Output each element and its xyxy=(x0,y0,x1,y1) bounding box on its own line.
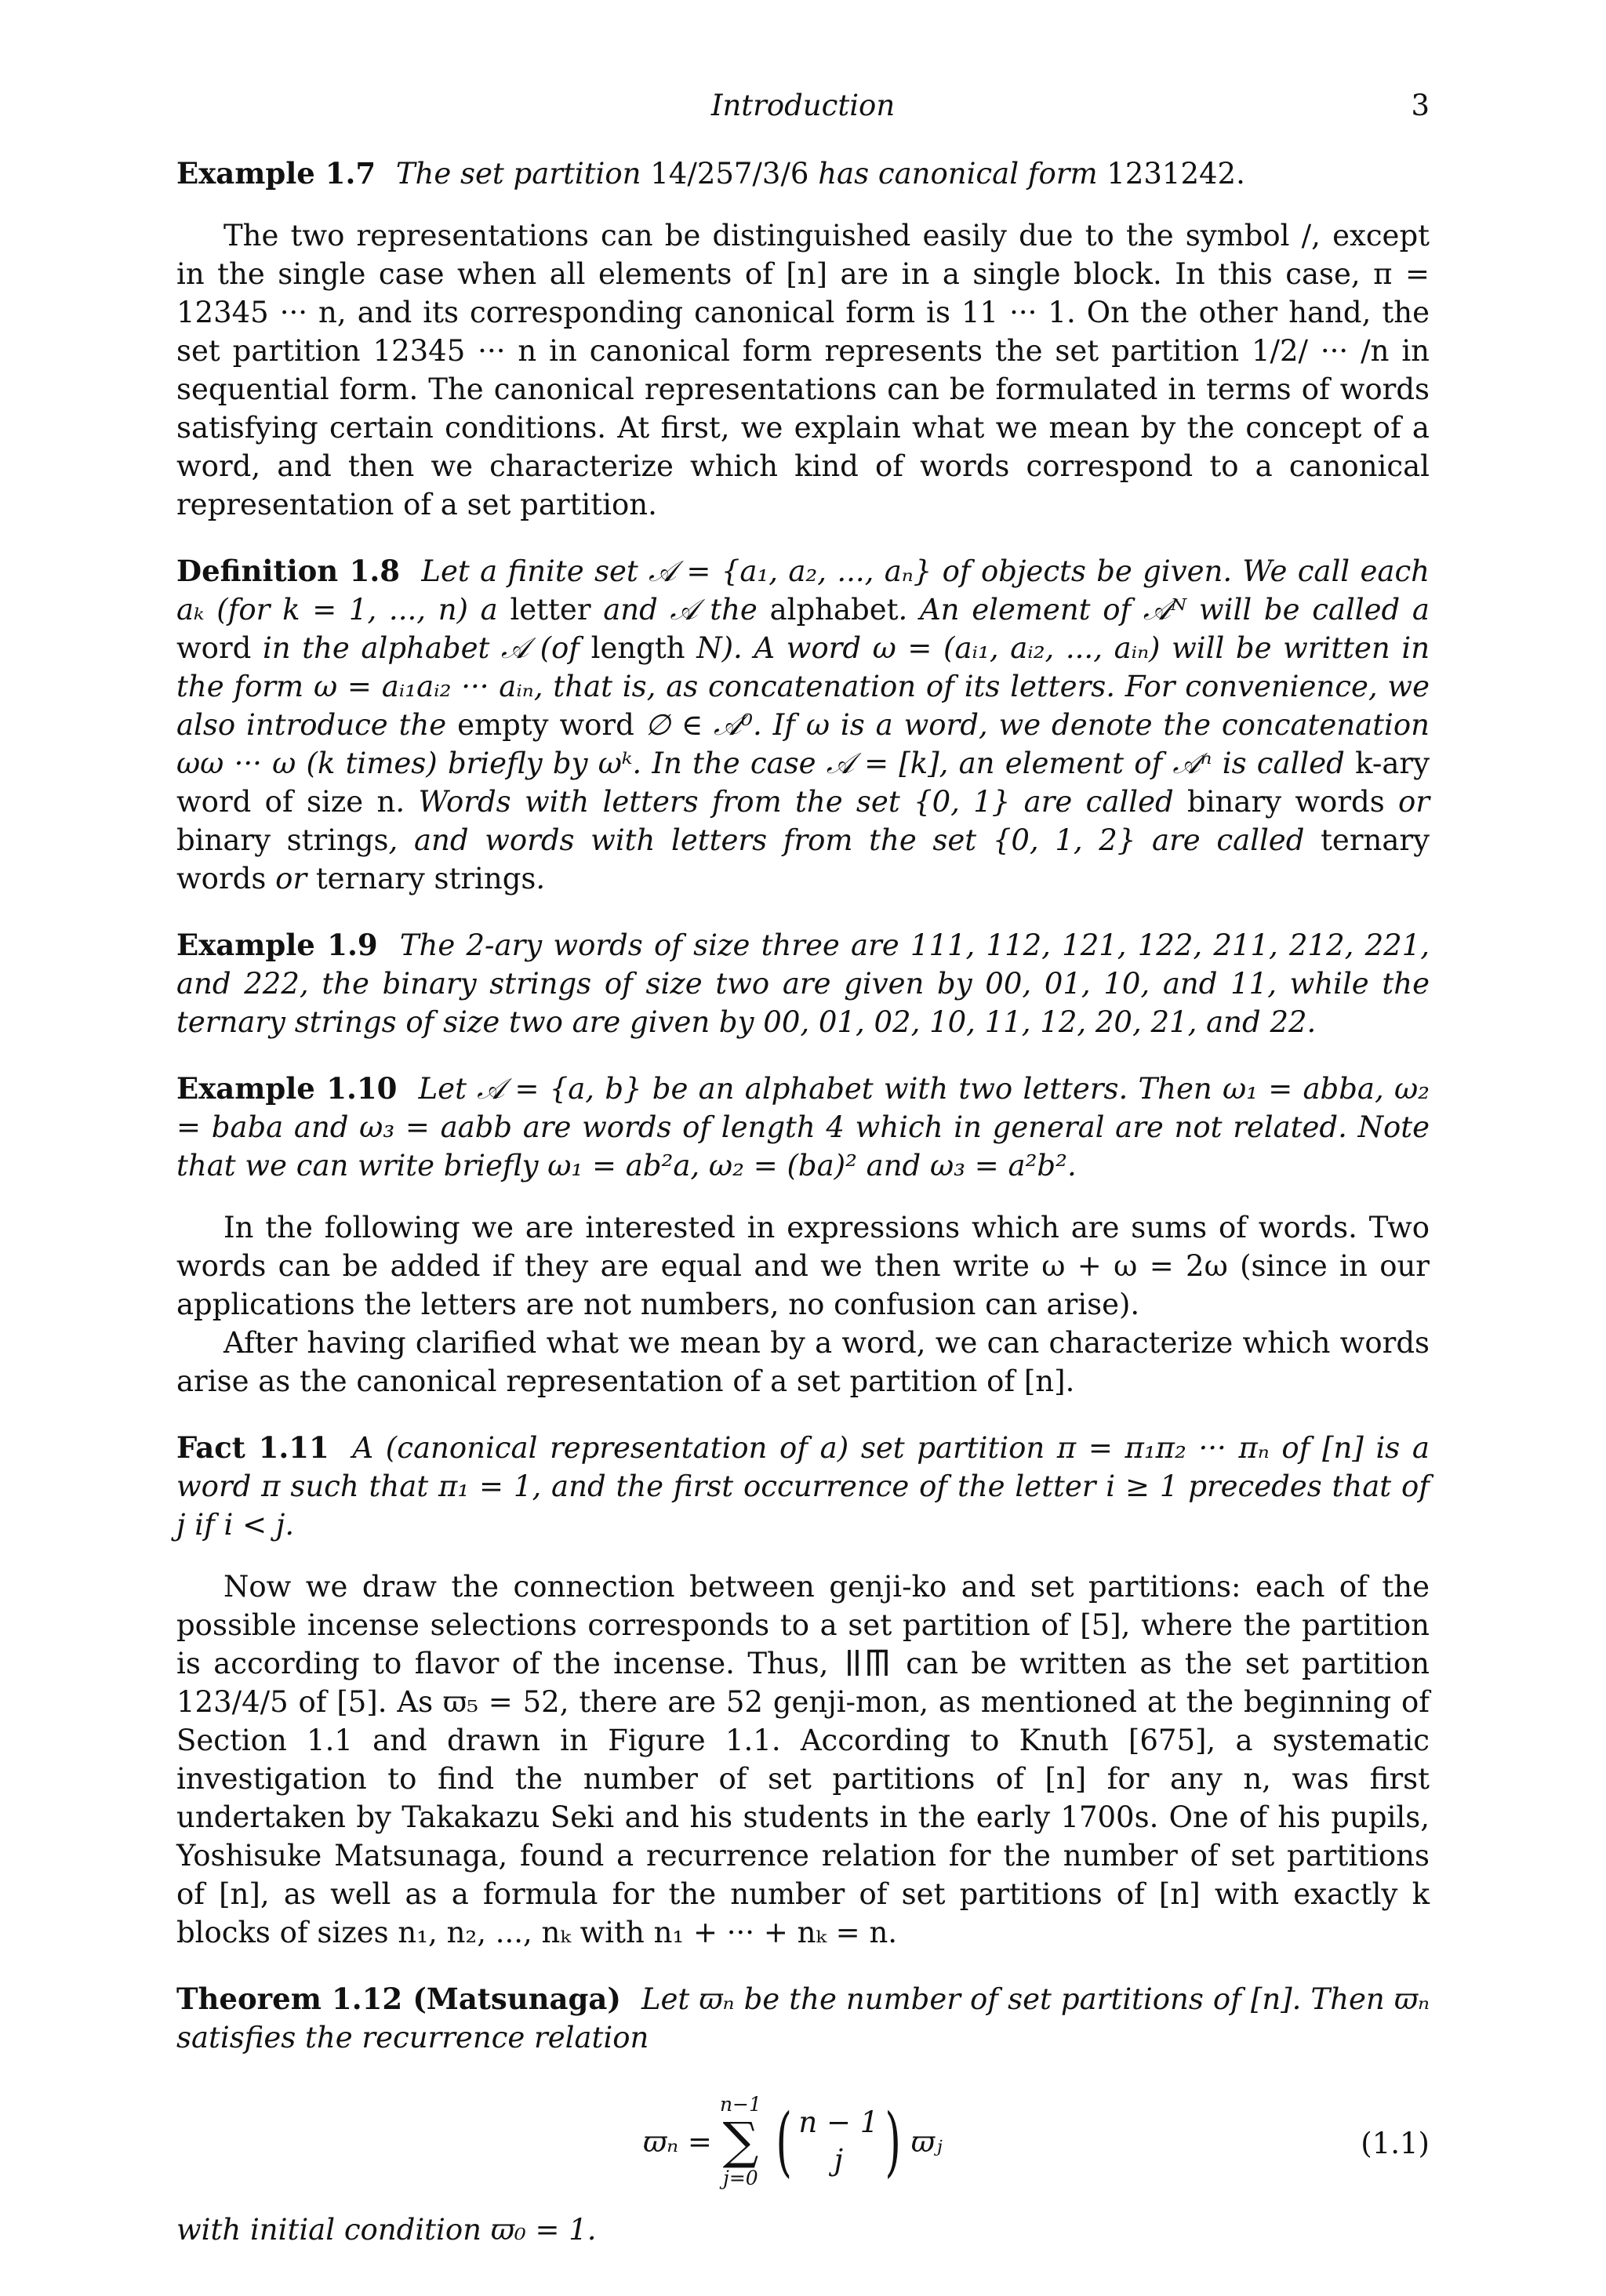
equation-term: ϖⱼ xyxy=(910,2124,943,2159)
term-binary-words: binary words xyxy=(1187,785,1385,819)
equation-lhs: ϖₙ = xyxy=(643,2124,712,2159)
definition-text: . An element of 𝒜ᴺ will be called a xyxy=(898,593,1430,627)
binomial-bottom: j xyxy=(834,2143,844,2177)
definition-text: . xyxy=(536,862,546,896)
paragraph-genji-ko-text-b: can be written as the set partition 123/4/5 of [5]. As ϖ₅ = 52, there are 52 genji-mon, as mentioned at the beginning of Section 1.1 and drawn in Figure 1.1. According to Knuth [675], a systematic investigation to find the number of set partitions of [n] for any n, was first undertaken by Takakazu Seki and his students in the early 1700s. One of his pupils, Yoshisuke Matsunaga, found a recurrence relation for the number of set partitions of [n], as well as a formula for the number of set partitions of [n] with exactly k blocks of sizes n₁, n₂, ..., nₖ with n₁ + ··· + nₖ = n. xyxy=(176,1647,1430,1949)
term-length: length xyxy=(590,631,685,665)
example-1-7 xyxy=(176,154,1430,193)
example-1-9-label: Example 1.9 xyxy=(176,928,378,962)
example-1-7-text-b: has canonical form xyxy=(818,157,1098,191)
page-body xyxy=(176,154,1430,2249)
equation-1-1 xyxy=(176,2077,1430,2195)
binomial-stack xyxy=(798,2104,878,2179)
definition-text: or xyxy=(275,862,307,896)
equation-body xyxy=(643,2087,943,2196)
term-letter: letter xyxy=(510,593,591,627)
running-head-title: Introduction xyxy=(710,89,896,122)
theorem-1-12-label: Theorem 1.12 (Matsunaga) xyxy=(176,1982,621,2016)
example-1-7-text-a: The set partition xyxy=(395,157,641,191)
left-paren: ( xyxy=(776,2098,792,2185)
term-alphabet: alphabet xyxy=(769,593,899,627)
binomial-top: n − 1 xyxy=(798,2105,879,2139)
binomial-coefficient xyxy=(769,2098,908,2185)
definition-text: Let a finite set 𝒜 = {a₁, a₂, ..., aₙ} of objects be given. We call each aₖ (for k = 1, ..., n) a xyxy=(176,554,1430,627)
term-k-ary-word: k-ary word of size n xyxy=(176,747,1430,819)
definition-text: . Words with letters from the set {0, 1} are called xyxy=(395,785,1174,819)
term-ternary-words: ternary words xyxy=(176,823,1430,896)
example-1-9 xyxy=(176,926,1430,1041)
sum-symbol: ∑ xyxy=(722,2113,759,2171)
example-1-7-label: Example 1.7 xyxy=(176,156,376,191)
example-1-9-text: The 2-ary words of size three are 111, 112, 121, 122, 211, 212, 221, and 222, the binary strings of size two are given by 00, 01, 10, and 11, while the ternary strings of size two are given by 00, 01, 02, 10, 11, 12, 20, 21, and 22. xyxy=(176,928,1430,1039)
definition-1-8-label: Definition 1.8 xyxy=(176,554,401,588)
definition-text: and 𝒜 the xyxy=(603,593,758,627)
definition-text: or xyxy=(1398,785,1430,819)
equation-number: (1.1) xyxy=(1361,2127,1430,2160)
paragraph-canonical-words: After having clarified what we mean by a word, we can characterize which words arise as the canonical representation of a set partition of [n]. xyxy=(176,1326,1430,1398)
right-paren: ) xyxy=(885,2098,902,2185)
sum-upper-limit: n−1 xyxy=(719,2093,761,2116)
paragraph-sums-of-words: In the following we are interested in expressions which are sums of words. Two words can be added if they are equal and we then write ω + ω = 2ω (since in our applications the letters are not numbers, no confusion can arise). xyxy=(176,1211,1430,1321)
term-binary-strings: binary strings xyxy=(176,823,389,857)
initial-condition: with initial condition ϖ₀ = 1. xyxy=(176,2213,597,2247)
definition-text: , and words with letters from the set {0, 1, 2} are called xyxy=(388,823,1305,857)
paragraph-genji-ko xyxy=(176,1568,1430,1952)
definition-text: in the alphabet 𝒜 (of xyxy=(262,631,580,665)
page-number: 3 xyxy=(1411,89,1430,122)
paragraph-representations: The two representations can be distinguished easily due to the symbol /, except in the single case when all elements of [n] are in a single block. In this case, π = 12345 ··· n, and its corresponding canonical form is 11 ··· 1. On the other hand, the set partition 12345 ··· n in canonical form represents the set partition 1/2/ ··· /n in sequential form. The canonical representations can be formulated in terms of words satisfying certain conditions. At first, we explain what we mean by the concept of a word, and then we characterize which kind of words correspond to a canonical representation of a set partition. xyxy=(176,219,1430,521)
definition-text: N). A word ω = (aᵢ₁, aᵢ₂, ..., aᵢₙ) will be written in the form ω = aᵢ₁aᵢ₂ ··· aᵢₙ, that is, as concatenation of its letters. For convenience, we also introduce the xyxy=(176,631,1430,742)
genji-mon-icon xyxy=(846,1647,888,1677)
fact-1-11 xyxy=(176,1429,1430,1544)
running-head xyxy=(176,86,1430,125)
definition-1-8 xyxy=(176,552,1430,898)
fact-1-11-label: Fact 1.11 xyxy=(176,1430,329,1465)
fact-1-11-text: A (canonical representation of a) set partition π = π₁π₂ ··· πₙ of [n] is a word π such that π₁ = 1, and the first occurrence of the letter i ≥ 1 precedes that of j if i < j. xyxy=(176,1431,1430,1542)
theorem-1-12 xyxy=(176,1980,1430,2057)
example-1-10 xyxy=(176,1070,1430,1185)
term-ternary-strings: ternary strings xyxy=(315,862,536,896)
example-1-10-text: Let 𝒜 = {a, b} be an alphabet with two letters. Then ω₁ = abba, ω₂ = baba and ω₃ = aabb are words of length 4 which in general are not related. Note that we can write briefly ω₁ = ab²a, ω₂ = (ba)² and ω₃ = a²b². xyxy=(176,1072,1430,1183)
term-word: word xyxy=(176,631,252,665)
paragraph-genji-ko-text-a: Now we draw the connection between genji-ko and set partitions: each of the possible incense selections corresponds to a set partition of [5], where the partition is according to flavor of the incense. Thus, xyxy=(176,1570,1430,1680)
theorem-1-12-text: Let ϖₙ be the number of set partitions of [n]. Then ϖₙ satisfies the recurrence relation xyxy=(176,1982,1430,2054)
example-1-7-canonical: 1231242. xyxy=(1106,157,1245,191)
summation xyxy=(720,2093,761,2190)
example-1-10-label: Example 1.10 xyxy=(176,1071,398,1106)
sum-lower-limit: j=0 xyxy=(723,2167,758,2189)
definition-text: ∅ ∈ 𝒜⁰. If ω is a word, we denote the concatenation ωω ··· ω (k times) briefly by ωᵏ. In the case 𝒜 = [k], an element of 𝒜ⁿ is called xyxy=(176,708,1430,780)
example-1-7-partition: 14/257/3/6 xyxy=(650,157,809,191)
term-empty-word: empty word xyxy=(457,708,634,742)
